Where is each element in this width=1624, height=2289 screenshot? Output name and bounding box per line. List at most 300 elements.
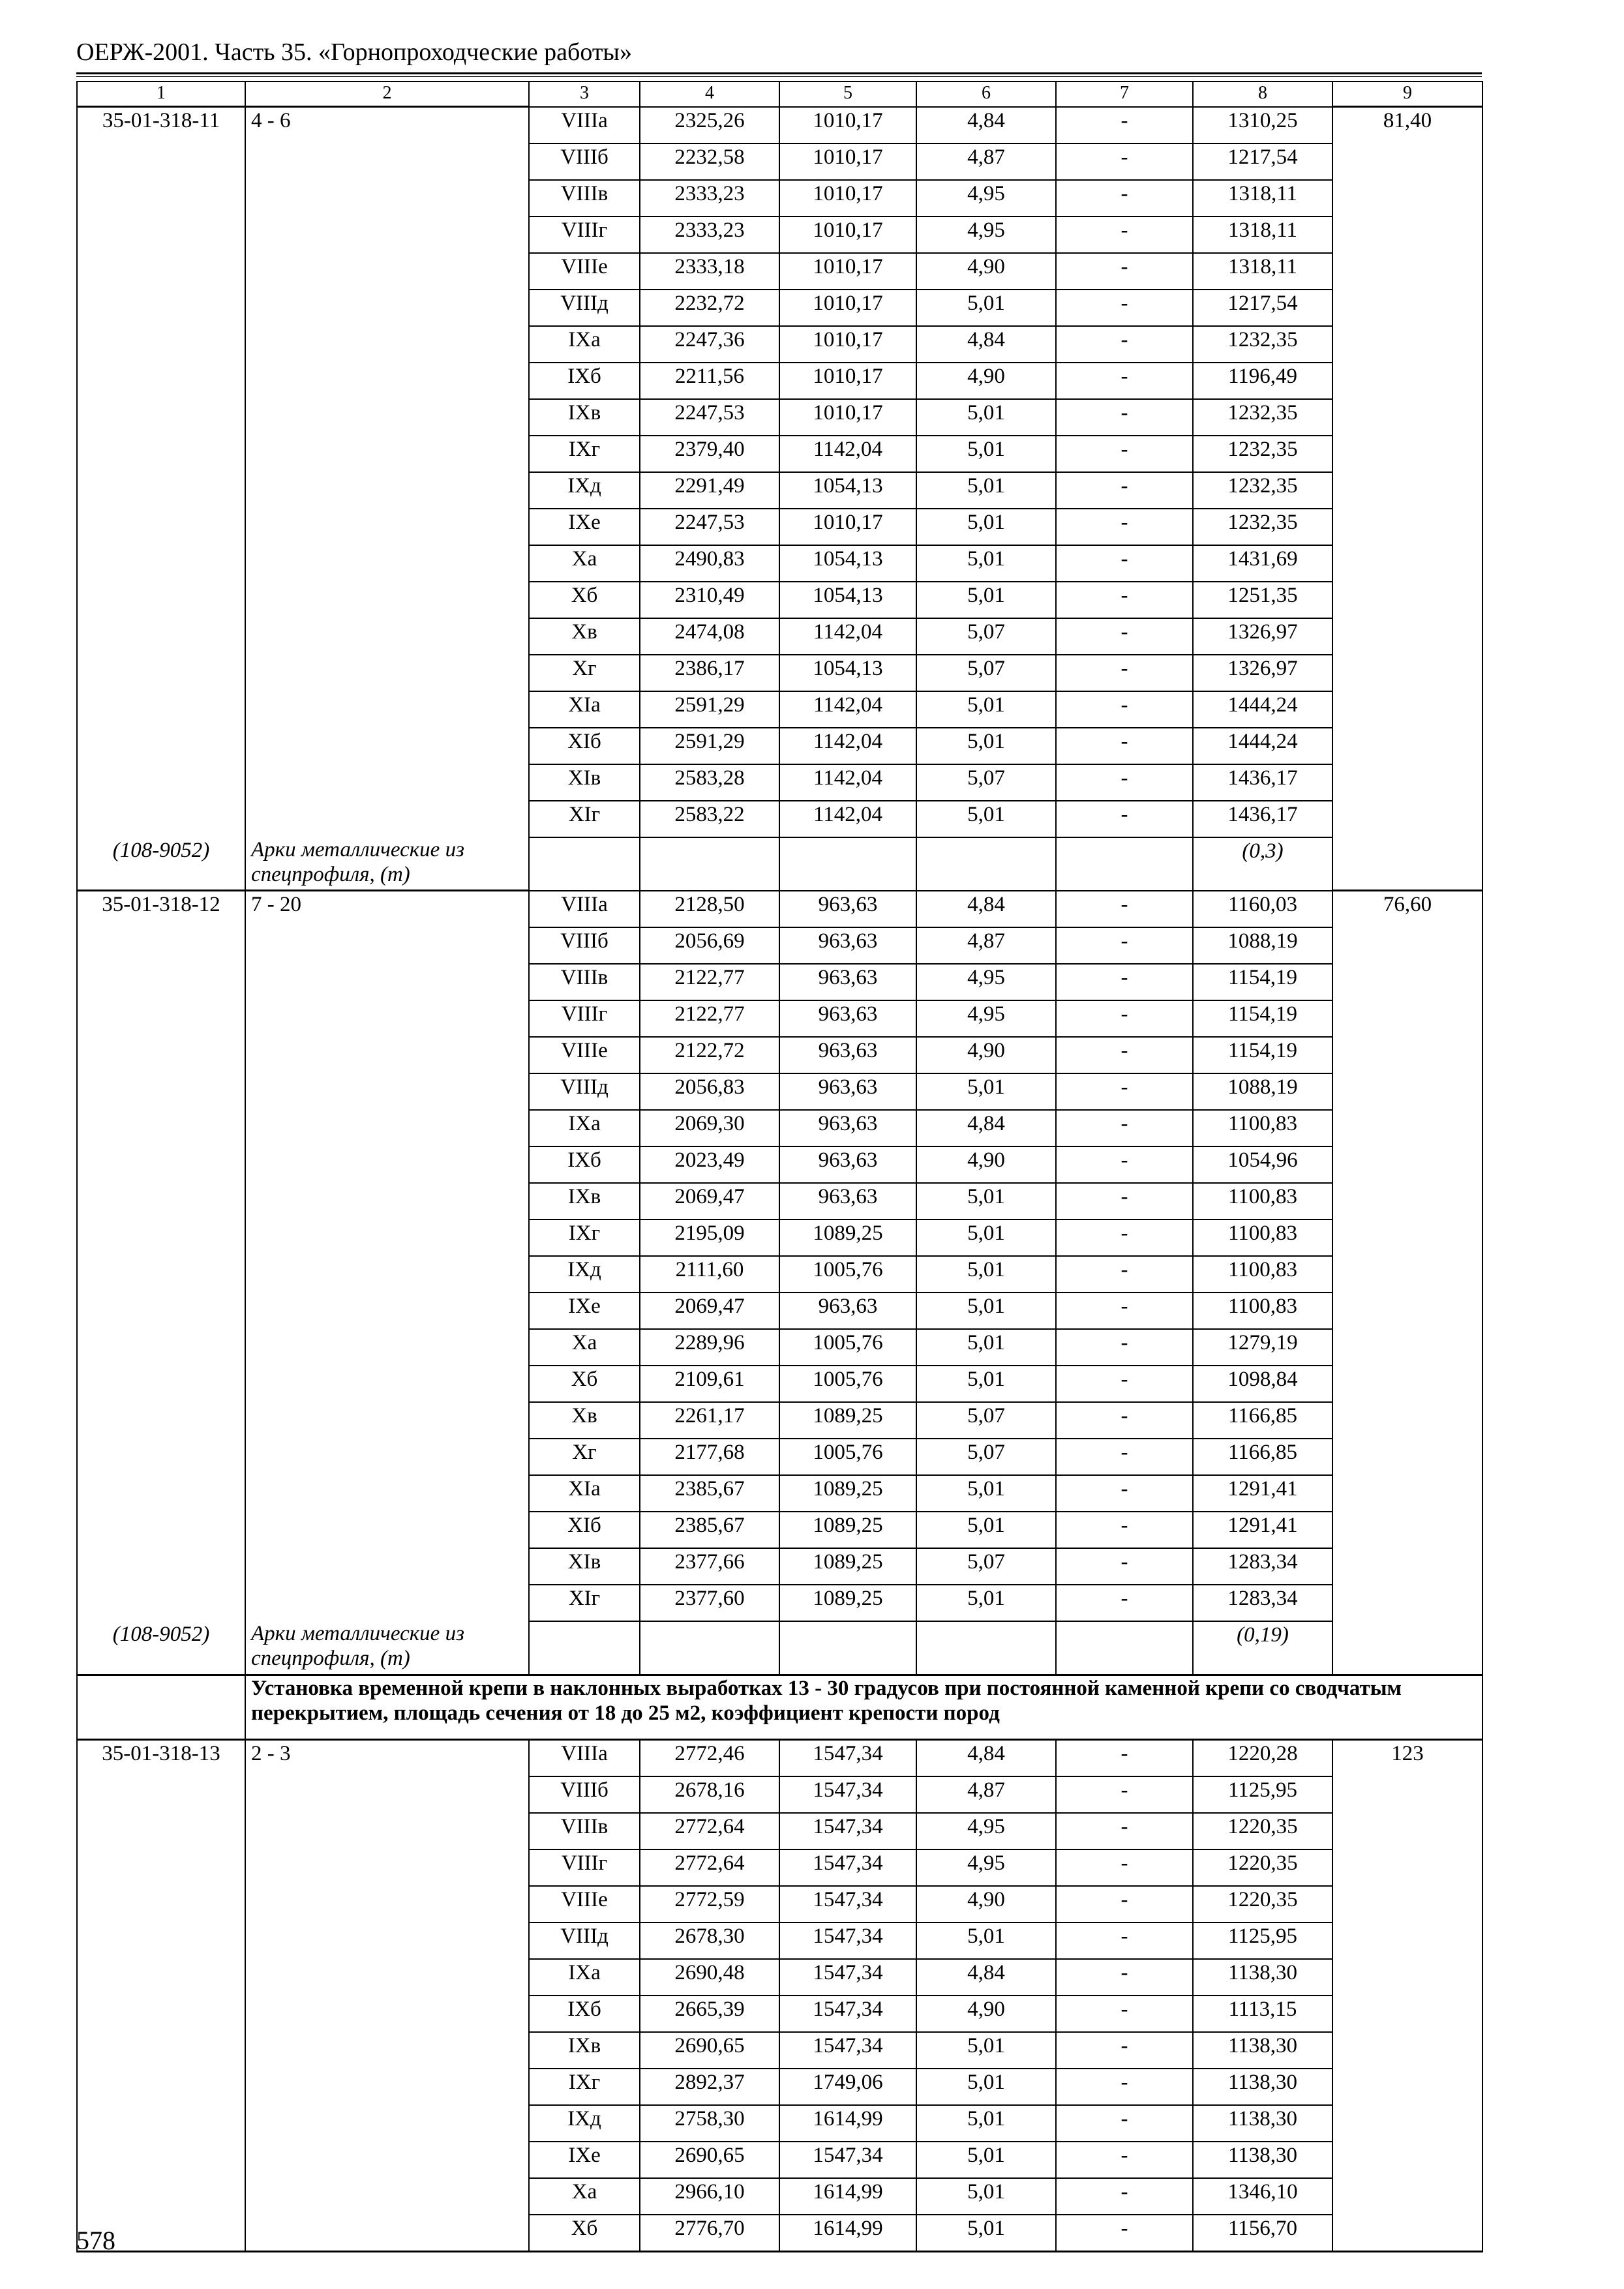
rock-hardness-cell	[245, 472, 529, 509]
group-cell: IХг	[529, 2069, 640, 2105]
table-row	[77, 1073, 1482, 1110]
driver-wage-cell: -	[1056, 1776, 1193, 1813]
table-row	[77, 1037, 1482, 1073]
driver-wage-cell: -	[1056, 1402, 1193, 1439]
column-number: 4	[640, 82, 779, 107]
labor-hours-cell	[1332, 1512, 1482, 1548]
labor-cost-cell: 1089,25	[779, 1585, 916, 1621]
labor-cost-cell: 1005,76	[779, 1329, 916, 1366]
materials-cost-cell: 1100,83	[1193, 1110, 1332, 1146]
rate-code-cell	[77, 1475, 245, 1512]
group-cell: IХг	[529, 1219, 640, 1256]
total-cost-cell: 2247,53	[640, 399, 779, 436]
group-cell: VIIIд	[529, 1922, 640, 1959]
table-row	[77, 472, 1482, 509]
rock-hardness-cell	[245, 436, 529, 472]
labor-hours-cell	[1332, 2105, 1482, 2142]
column-number-row	[77, 82, 1482, 107]
driver-wage-cell: -	[1056, 436, 1193, 472]
table-row	[77, 143, 1482, 180]
table-row	[77, 545, 1482, 582]
machine-cost-cell: 5,01	[916, 691, 1056, 728]
driver-wage-cell: -	[1056, 764, 1193, 801]
group-cell: VIIIг	[529, 217, 640, 253]
rate-code-cell	[77, 143, 245, 180]
group-cell: IХе	[529, 2142, 640, 2178]
table-row	[77, 1000, 1482, 1037]
machine-cost-cell: 5,01	[916, 801, 1056, 837]
total-cost-cell: 2776,70	[640, 2215, 779, 2252]
rate-code-cell	[77, 217, 245, 253]
labor-hours-cell	[1332, 545, 1482, 582]
section-heading: Установка временной крепи в наклонных выработках 13 - 30 градусов при постоянной каменной крепи со сводчатым перекрытием, площадь сечения от 18 до 25 м2, коэффициент крепости пород	[245, 1675, 1482, 1739]
table-row	[77, 363, 1482, 399]
labor-cost-cell: 1005,76	[779, 1439, 916, 1475]
labor-hours-cell	[1332, 582, 1482, 618]
materials-cost-cell: 1100,83	[1193, 1219, 1332, 1256]
materials-cost-cell: 1125,95	[1193, 1776, 1332, 1813]
total-cost-cell: 2128,50	[640, 891, 779, 927]
rate-code-cell	[77, 618, 245, 655]
rate-code-cell	[77, 1256, 245, 1293]
driver-wage-cell: -	[1056, 655, 1193, 691]
machine-cost-cell: 5,01	[916, 509, 1056, 545]
machine-cost-cell: 5,01	[916, 290, 1056, 326]
material-value-cell: (0,19)	[1193, 1621, 1332, 1675]
table-row	[77, 691, 1482, 728]
labor-hours-cell	[1332, 326, 1482, 363]
total-cost-cell: 2377,60	[640, 1585, 779, 1621]
table-row	[77, 1776, 1482, 1813]
column-number: 5	[779, 82, 916, 107]
labor-hours-cell	[1332, 1849, 1482, 1886]
machine-cost-cell: 5,01	[916, 1219, 1056, 1256]
machine-cost-cell: 4,84	[916, 1959, 1056, 1996]
machine-cost-cell: 4,84	[916, 326, 1056, 363]
labor-cost-cell: 1547,34	[779, 1959, 916, 1996]
rock-hardness-cell	[245, 399, 529, 436]
driver-wage-cell: -	[1056, 1256, 1193, 1293]
table-row	[77, 1366, 1482, 1402]
driver-wage-cell: -	[1056, 891, 1193, 927]
labor-cost-cell: 1010,17	[779, 326, 916, 363]
rock-hardness-cell	[245, 1073, 529, 1110]
group-cell: ХIб	[529, 1512, 640, 1548]
driver-wage-cell: -	[1056, 2142, 1193, 2178]
group-cell: IХд	[529, 472, 640, 509]
labor-hours-cell	[1332, 180, 1482, 217]
machine-cost-cell: 4,84	[916, 107, 1056, 143]
labor-cost-cell: 1005,76	[779, 1256, 916, 1293]
labor-cost-cell: 1614,99	[779, 2105, 916, 2142]
group-cell: Ха	[529, 1329, 640, 1366]
driver-wage-cell: -	[1056, 2105, 1193, 2142]
table-row	[77, 618, 1482, 655]
rate-code-cell	[77, 1402, 245, 1439]
machine-cost-cell: 5,07	[916, 1548, 1056, 1585]
total-cost-cell: 2232,72	[640, 290, 779, 326]
labor-hours-cell	[1332, 1110, 1482, 1146]
total-cost-cell: 2665,39	[640, 1996, 779, 2032]
labor-cost-cell: 1089,25	[779, 1475, 916, 1512]
column-number: 9	[1332, 82, 1482, 107]
group-cell: Хв	[529, 1402, 640, 1439]
machine-cost-cell: 5,01	[916, 1183, 1056, 1219]
rock-hardness-cell	[245, 1776, 529, 1813]
table-row	[77, 290, 1482, 326]
machine-cost-cell: 4,84	[916, 1739, 1056, 1776]
machine-cost-cell: 4,95	[916, 1849, 1056, 1886]
table-row	[77, 1146, 1482, 1183]
machine-cost-cell: 4,90	[916, 253, 1056, 290]
rate-code-cell	[77, 399, 245, 436]
labor-cost-cell: 963,63	[779, 1183, 916, 1219]
machine-cost-cell: 5,01	[916, 545, 1056, 582]
materials-cost-cell: 1220,35	[1193, 1886, 1332, 1922]
group-cell: Хг	[529, 655, 640, 691]
table-row	[77, 1922, 1482, 1959]
materials-cost-cell: 1232,35	[1193, 509, 1332, 545]
column-number: 2	[245, 82, 529, 107]
total-cost-cell: 2583,22	[640, 801, 779, 837]
total-cost-cell: 2772,46	[640, 1739, 779, 1776]
driver-wage-cell: -	[1056, 691, 1193, 728]
materials-cost-cell: 1196,49	[1193, 363, 1332, 399]
table-row	[77, 764, 1482, 801]
total-cost-cell: 2333,23	[640, 217, 779, 253]
materials-cost-cell: 1166,85	[1193, 1439, 1332, 1475]
driver-wage-cell: -	[1056, 1146, 1193, 1183]
labor-cost-cell: 1089,25	[779, 1219, 916, 1256]
group-cell: VIIIб	[529, 1776, 640, 1813]
rock-hardness-cell	[245, 1000, 529, 1037]
table-row	[77, 655, 1482, 691]
driver-wage-cell: -	[1056, 1959, 1193, 1996]
rate-code-cell	[77, 728, 245, 764]
rate-code-cell	[77, 2069, 245, 2105]
total-cost-cell: 2758,30	[640, 2105, 779, 2142]
group-cell: ХIа	[529, 1475, 640, 1512]
rock-hardness-cell	[245, 764, 529, 801]
labor-hours-cell	[1332, 964, 1482, 1000]
labor-cost-cell: 1142,04	[779, 691, 916, 728]
machine-cost-cell: 4,87	[916, 143, 1056, 180]
labor-cost-cell: 1010,17	[779, 217, 916, 253]
total-cost-cell: 2177,68	[640, 1439, 779, 1475]
total-cost-cell: 2490,83	[640, 545, 779, 582]
machine-cost-cell: 5,07	[916, 764, 1056, 801]
group-cell: ХIв	[529, 1548, 640, 1585]
table-row	[77, 801, 1482, 837]
rock-hardness-cell	[245, 253, 529, 290]
labor-cost-cell: 963,63	[779, 964, 916, 1000]
empty-cell	[1332, 1621, 1482, 1675]
rock-hardness-cell	[245, 691, 529, 728]
group-cell: VIIIг	[529, 1849, 640, 1886]
total-cost-cell: 2678,30	[640, 1922, 779, 1959]
total-cost-cell: 2325,26	[640, 107, 779, 143]
group-cell: IХа	[529, 1959, 640, 1996]
materials-cost-cell: 1220,35	[1193, 1813, 1332, 1849]
rock-hardness-cell	[245, 1329, 529, 1366]
labor-cost-cell: 1142,04	[779, 801, 916, 837]
driver-wage-cell: -	[1056, 545, 1193, 582]
labor-cost-cell: 1010,17	[779, 143, 916, 180]
total-cost-cell: 2023,49	[640, 1146, 779, 1183]
rock-hardness-cell	[245, 582, 529, 618]
materials-cost-cell: 1436,17	[1193, 764, 1332, 801]
labor-hours-cell	[1332, 253, 1482, 290]
labor-cost-cell: 1547,34	[779, 1996, 916, 2032]
rock-hardness-cell	[245, 1512, 529, 1548]
labor-hours-cell	[1332, 1813, 1482, 1849]
labor-cost-cell: 1547,34	[779, 1776, 916, 1813]
table-row	[77, 728, 1482, 764]
materials-cost-cell: 1283,34	[1193, 1548, 1332, 1585]
driver-wage-cell: -	[1056, 2178, 1193, 2215]
labor-hours-cell	[1332, 1293, 1482, 1329]
rate-code-cell	[77, 691, 245, 728]
labor-cost-cell: 1010,17	[779, 107, 916, 143]
labor-hours-cell	[1332, 1886, 1482, 1922]
rock-hardness-cell	[245, 290, 529, 326]
group-cell: Ха	[529, 545, 640, 582]
group-cell: VIIIа	[529, 891, 640, 927]
group-cell: Хг	[529, 1439, 640, 1475]
rock-hardness-cell	[245, 618, 529, 655]
total-cost-cell: 2111,60	[640, 1256, 779, 1293]
materials-cost-cell: 1156,70	[1193, 2215, 1332, 2252]
rate-code-cell	[77, 1548, 245, 1585]
rock-hardness-cell	[245, 326, 529, 363]
driver-wage-cell: -	[1056, 1110, 1193, 1146]
group-cell: Хб	[529, 2215, 640, 2252]
rock-hardness-cell	[245, 1402, 529, 1439]
driver-wage-cell: -	[1056, 2069, 1193, 2105]
labor-hours-cell	[1332, 2215, 1482, 2252]
driver-wage-cell: -	[1056, 253, 1193, 290]
driver-wage-cell: -	[1056, 728, 1193, 764]
table-row	[77, 1886, 1482, 1922]
total-cost-cell: 2772,64	[640, 1849, 779, 1886]
driver-wage-cell: -	[1056, 180, 1193, 217]
rate-code-cell	[77, 964, 245, 1000]
total-cost-cell: 2056,83	[640, 1073, 779, 1110]
materials-cost-cell: 1444,24	[1193, 691, 1332, 728]
group-cell: Ха	[529, 2178, 640, 2215]
labor-hours-cell	[1332, 1475, 1482, 1512]
column-number: 1	[77, 82, 245, 107]
rock-hardness-cell	[245, 1219, 529, 1256]
empty-cell	[779, 837, 916, 891]
labor-hours-cell	[1332, 1183, 1482, 1219]
rock-hardness-cell	[245, 1256, 529, 1293]
labor-cost-cell: 1010,17	[779, 363, 916, 399]
rate-code-cell	[77, 1000, 245, 1037]
rate-code-cell	[77, 2142, 245, 2178]
materials-cost-cell: 1138,30	[1193, 2105, 1332, 2142]
total-cost-cell: 2232,58	[640, 143, 779, 180]
rock-hardness-cell	[245, 1548, 529, 1585]
materials-cost-cell: 1217,54	[1193, 290, 1332, 326]
material-name-cell: Арки металлические из спецпрофиля, (т)	[245, 837, 529, 891]
labor-cost-cell: 963,63	[779, 1037, 916, 1073]
labor-hours-cell	[1332, 1402, 1482, 1439]
labor-hours-cell	[1332, 143, 1482, 180]
materials-cost-cell: 1154,19	[1193, 1000, 1332, 1037]
table-row	[77, 1959, 1482, 1996]
rate-code-cell	[77, 436, 245, 472]
rate-code-cell	[77, 2105, 245, 2142]
rock-hardness-cell	[245, 1475, 529, 1512]
rock-hardness-cell	[245, 143, 529, 180]
total-cost-cell: 2591,29	[640, 691, 779, 728]
labor-cost-cell: 1010,17	[779, 399, 916, 436]
rate-code-cell	[77, 582, 245, 618]
rate-code-cell	[77, 290, 245, 326]
total-cost-cell: 2291,49	[640, 472, 779, 509]
materials-cost-cell: 1318,11	[1193, 180, 1332, 217]
group-cell: VIIIа	[529, 107, 640, 143]
driver-wage-cell: -	[1056, 1439, 1193, 1475]
total-cost-cell: 2333,23	[640, 180, 779, 217]
rate-code-cell	[77, 764, 245, 801]
labor-hours-cell	[1332, 290, 1482, 326]
rate-code-cell	[77, 1183, 245, 1219]
machine-cost-cell: 5,01	[916, 1073, 1056, 1110]
labor-cost-cell: 1005,76	[779, 1366, 916, 1402]
total-cost-cell: 2690,65	[640, 2142, 779, 2178]
rock-hardness-cell: 7 - 20	[245, 891, 529, 927]
machine-cost-cell: 5,07	[916, 1402, 1056, 1439]
driver-wage-cell: -	[1056, 801, 1193, 837]
total-cost-cell: 2069,47	[640, 1293, 779, 1329]
table-row	[77, 2178, 1482, 2215]
driver-wage-cell: -	[1056, 1366, 1193, 1402]
machine-cost-cell: 5,01	[916, 1256, 1056, 1293]
total-cost-cell: 2310,49	[640, 582, 779, 618]
page-number: 578	[76, 2226, 115, 2255]
materials-cost-cell: 1160,03	[1193, 891, 1332, 927]
labor-hours-cell	[1332, 2069, 1482, 2105]
total-cost-cell: 2122,77	[640, 964, 779, 1000]
labor-cost-cell: 963,63	[779, 1146, 916, 1183]
total-cost-cell: 2211,56	[640, 363, 779, 399]
group-cell: VIIIв	[529, 1813, 640, 1849]
total-cost-cell: 2195,09	[640, 1219, 779, 1256]
labor-hours-cell	[1332, 363, 1482, 399]
group-cell: ХIг	[529, 1585, 640, 1621]
labor-hours-cell	[1332, 1219, 1482, 1256]
driver-wage-cell: -	[1056, 1183, 1193, 1219]
rock-hardness-cell: 4 - 6	[245, 107, 529, 143]
labor-cost-cell: 963,63	[779, 927, 916, 964]
labor-hours-cell	[1332, 1439, 1482, 1475]
group-cell: VIIIб	[529, 143, 640, 180]
labor-cost-cell: 1010,17	[779, 509, 916, 545]
labor-hours-cell	[1332, 1073, 1482, 1110]
rock-hardness-cell	[245, 728, 529, 764]
driver-wage-cell: -	[1056, 1037, 1193, 1073]
machine-cost-cell: 5,01	[916, 2032, 1056, 2069]
machine-cost-cell: 4,90	[916, 1037, 1056, 1073]
group-cell: VIIIб	[529, 927, 640, 964]
empty-cell	[1056, 1621, 1193, 1675]
machine-cost-cell: 4,95	[916, 1000, 1056, 1037]
total-cost-cell: 2385,67	[640, 1512, 779, 1548]
total-cost-cell: 2333,18	[640, 253, 779, 290]
rock-hardness-cell: 2 - 3	[245, 1739, 529, 1776]
labor-cost-cell: 1547,34	[779, 1813, 916, 1849]
machine-cost-cell: 4,87	[916, 1776, 1056, 1813]
labor-hours-cell	[1332, 1329, 1482, 1366]
group-cell: IХд	[529, 2105, 640, 2142]
driver-wage-cell: -	[1056, 1585, 1193, 1621]
group-cell: IХа	[529, 1110, 640, 1146]
rate-code-cell	[77, 1293, 245, 1329]
group-cell: IХа	[529, 326, 640, 363]
machine-cost-cell: 4,87	[916, 927, 1056, 964]
rock-hardness-cell	[245, 1146, 529, 1183]
total-cost-cell: 2377,66	[640, 1548, 779, 1585]
labor-cost-cell: 1089,25	[779, 1402, 916, 1439]
total-cost-cell: 2069,30	[640, 1110, 779, 1146]
table-row	[77, 253, 1482, 290]
table-row	[77, 1329, 1482, 1366]
column-number: 8	[1193, 82, 1332, 107]
machine-cost-cell: 5,01	[916, 2215, 1056, 2252]
rate-code-cell	[77, 1439, 245, 1475]
empty-cell	[640, 837, 779, 891]
materials-cost-cell: 1138,30	[1193, 1959, 1332, 1996]
total-cost-cell: 2591,29	[640, 728, 779, 764]
rock-hardness-cell	[245, 2069, 529, 2105]
machine-cost-cell: 5,07	[916, 1439, 1056, 1475]
materials-cost-cell: 1318,11	[1193, 253, 1332, 290]
table-row	[77, 1585, 1482, 1621]
driver-wage-cell: -	[1056, 1849, 1193, 1886]
labor-cost-cell: 1054,13	[779, 582, 916, 618]
rate-code-cell	[77, 509, 245, 545]
rock-hardness-cell	[245, 363, 529, 399]
materials-cost-cell: 1100,83	[1193, 1293, 1332, 1329]
labor-cost-cell: 1089,25	[779, 1548, 916, 1585]
driver-wage-cell: -	[1056, 927, 1193, 964]
table-row	[77, 1219, 1482, 1256]
labor-hours-cell	[1332, 618, 1482, 655]
table-row	[77, 180, 1482, 217]
materials-cost-cell: 1217,54	[1193, 143, 1332, 180]
driver-wage-cell: -	[1056, 399, 1193, 436]
page-header-title: ОЕРЖ-2001. Часть 35. «Горнопроходческие работы»	[76, 38, 632, 66]
rock-hardness-cell	[245, 2142, 529, 2178]
rate-code-cell	[77, 545, 245, 582]
driver-wage-cell: -	[1056, 1548, 1193, 1585]
heading-spacer-cell	[77, 1675, 245, 1739]
group-cell: IХб	[529, 363, 640, 399]
materials-cost-cell: 1113,15	[1193, 1996, 1332, 2032]
driver-wage-cell: -	[1056, 1073, 1193, 1110]
labor-cost-cell: 1547,34	[779, 1739, 916, 1776]
group-cell: ХIа	[529, 691, 640, 728]
rock-hardness-cell	[245, 2032, 529, 2069]
labor-cost-cell: 1010,17	[779, 253, 916, 290]
labor-hours-cell	[1332, 1959, 1482, 1996]
table-row	[77, 2105, 1482, 2142]
rock-hardness-cell	[245, 217, 529, 253]
labor-hours-cell: 76,60	[1332, 891, 1482, 927]
materials-cost-cell: 1291,41	[1193, 1512, 1332, 1548]
